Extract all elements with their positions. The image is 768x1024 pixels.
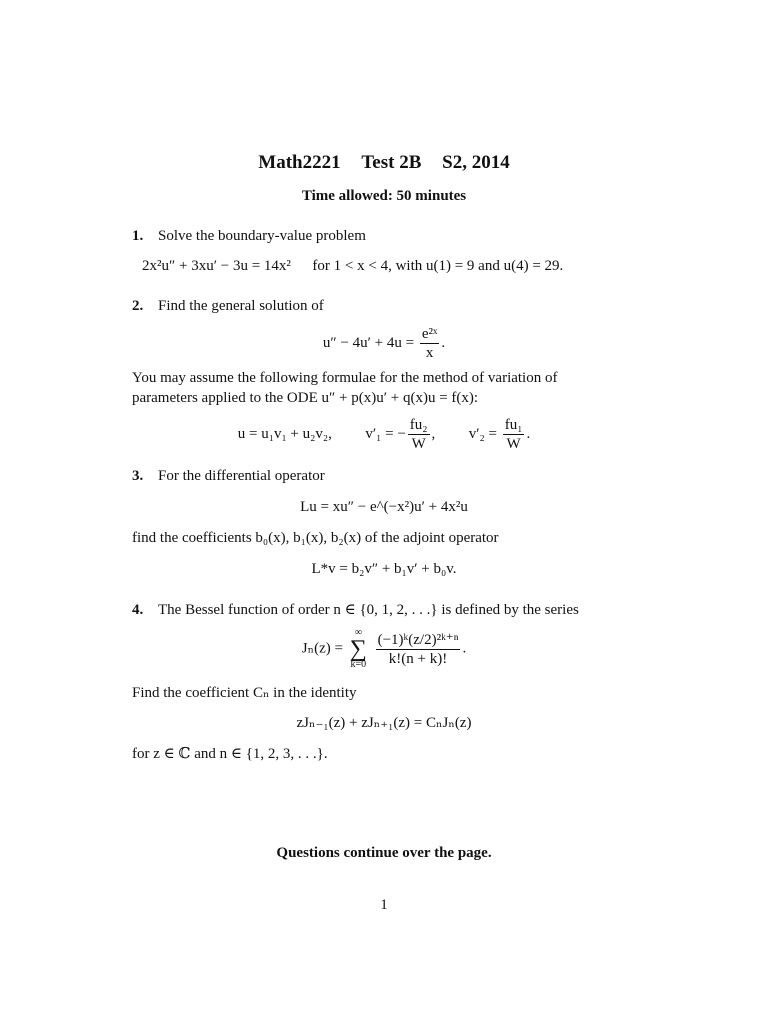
q4-identity: zJₙ₋₁(z) + zJₙ₊₁(z) = CₙJₙ(z) xyxy=(296,715,472,731)
exam-title xyxy=(0,152,768,174)
term: S2, 2014 xyxy=(442,152,510,173)
q3-find-text: find the coefficients b₀(x), b₁(x), b₂(x) of the adjoint operator xyxy=(132,530,499,546)
q2-fraction xyxy=(420,325,440,362)
continue-notice: Questions continue over the page. xyxy=(276,845,492,861)
bessel-denominator: k!(n + k)! xyxy=(388,650,448,667)
q3-adjoint: L*v = b₂v″ + b₁v′ + b₀v. xyxy=(311,561,457,577)
question-text: Find the general solution of xyxy=(158,298,324,314)
q1-equation: 2x²u″ + 3xu′ − 3u = 14x² xyxy=(142,258,291,274)
bessel-lhs: Jₙ(z) = xyxy=(301,640,343,657)
formula-v2-numerator: fu₁ xyxy=(504,417,523,433)
q1-equation-line xyxy=(142,258,563,275)
page-number: 1 xyxy=(380,897,388,913)
question-2 xyxy=(132,298,324,315)
formula-v2-fraction xyxy=(503,416,525,453)
question-text: The Bessel function of order n ∈ {0, 1, 2, . . .} is defined by the series xyxy=(158,602,579,618)
q4-find-text: Find the coefficient Cₙ in the identity xyxy=(132,685,357,701)
q2-note-line-1: You may assume the following formulae for the method of variation of xyxy=(132,370,558,386)
question-number: 4. xyxy=(132,602,144,618)
sum-upper-limit: ∞ xyxy=(354,627,362,638)
question-text: For the differential operator xyxy=(158,468,325,484)
bessel-numerator: (−1)ᵏ(z/2)²ᵏ⁺ⁿ xyxy=(377,631,459,648)
q2-fraction-denominator: x xyxy=(425,345,434,361)
sum-lower-limit: k=0 xyxy=(350,659,367,670)
formula-v1-fraction xyxy=(408,416,430,453)
question-number: 1. xyxy=(132,228,144,244)
q2-fraction-numerator: e²ˣ xyxy=(421,326,438,342)
q2-formulae: u = u₁v₁ + u₂v₂, v′₁ = − $\frac{\text{fu₂}}{W}$ , v′₂ = $\frac{\text{fu₁}}{W}$ . xyxy=(237,417,531,452)
summation-symbol: ∞ ∑ k=0 xyxy=(349,627,367,670)
q2-note-line-2: parameters applied to the ODE u″ + p(x)u′ + q(x)u = f(x): xyxy=(132,390,479,406)
question-3 xyxy=(132,468,325,485)
q4-domain-text: for z ∈ ℂ and n ∈ {1, 2, 3, . . .}. xyxy=(132,746,328,762)
formula-v1-numerator: fu₂ xyxy=(409,417,428,433)
formula-v2-lhs: v′₂ = xyxy=(468,425,497,442)
test-name: Test 2B xyxy=(361,152,422,173)
question-text: Solve the boundary-value problem xyxy=(158,228,366,244)
formula-v1-denominator: W xyxy=(411,436,426,452)
q4-bessel-definition: Jₙ(z) = ∞ ∑ k=0 $\frac{\text{(−1)ᵏ(z/2)²ᵏ⁺ⁿ}}{k!(n + k)!}$ . xyxy=(301,627,467,670)
formula-u: u = u₁v₁ + u₂v₂, xyxy=(237,425,332,442)
course-code: Math2221 xyxy=(258,152,341,173)
question-number: 3. xyxy=(132,468,144,484)
q1-condition: for 1 < x < 4, with u(1) = 9 and u(4) = 29. xyxy=(312,258,564,274)
q3-operator: Lu = xu″ − e^(−x²)u′ + 4x²u xyxy=(300,499,468,515)
question-1 xyxy=(132,228,366,245)
formula-v2-denominator: W xyxy=(506,436,521,452)
question-4 xyxy=(132,600,579,619)
time-allowed: Time allowed: 50 minutes xyxy=(301,188,467,204)
q2-equation: u″ − 4u′ + 4u = $\frac{\text{e²ˣ}}{x}$ . xyxy=(322,326,446,361)
bessel-fraction xyxy=(376,631,461,668)
question-number: 2. xyxy=(132,298,144,314)
q2-equation-lhs: u″ − 4u′ + 4u = xyxy=(322,334,415,351)
formula-v1-lhs: v′₁ = − xyxy=(365,425,406,442)
